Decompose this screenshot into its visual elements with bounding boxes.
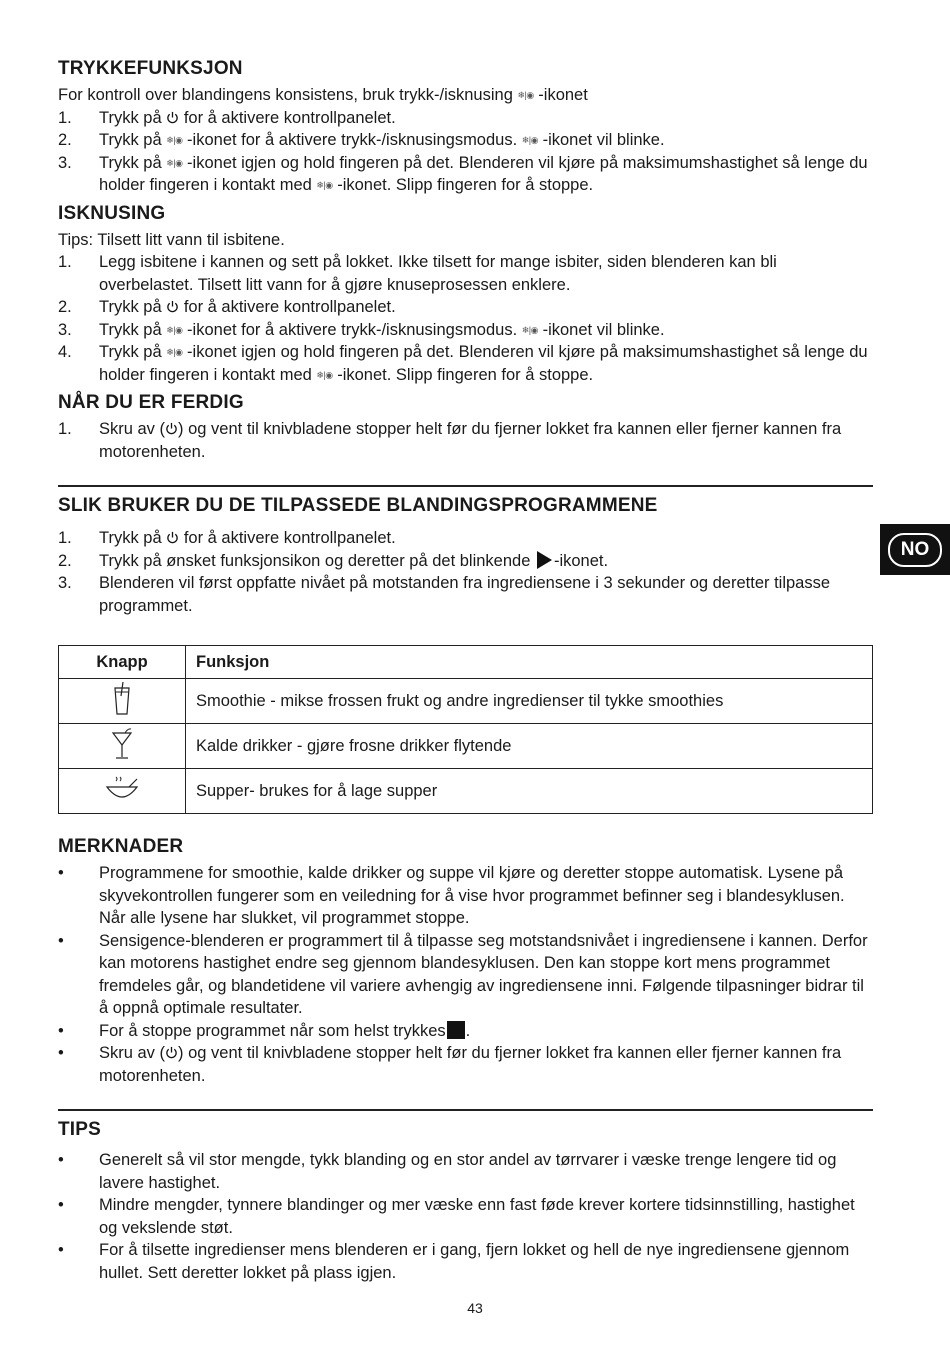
tip-text: Tips: Tilsett litt vann til isbitene. <box>58 230 285 249</box>
section-isknusing <box>58 203 873 387</box>
play-icon <box>537 551 552 569</box>
power-icon <box>165 1046 178 1059</box>
bullet-list <box>58 1149 873 1284</box>
list-item: • Mindre mengder, tynnere blandinger og mer væske enn fast føde krever kortere tidsinnstilling, hastighet og vekslende støt. <box>58 1196 855 1237</box>
list-item: • For å stoppe programmet når som helst trykkes . <box>58 1021 471 1040</box>
table-cell: Smoothie - mikse frossen frukt og andre ingredienser til tykke smoothies <box>186 679 873 724</box>
cocktail-glass-icon <box>111 727 133 761</box>
program-table <box>58 645 873 814</box>
divider <box>58 1109 873 1111</box>
section-ferdig <box>58 392 873 463</box>
step-list <box>58 418 873 463</box>
list-item: • For å tilsette ingredienser mens blenderen er i gang, fjern lokket og hell de nye ingrediensene gjennom hullet. Sett deretter lokket på plass igjen. <box>58 1241 850 1282</box>
section-tips <box>58 1119 873 1284</box>
language-label: NO <box>888 533 942 567</box>
step-list <box>58 107 873 197</box>
list-item: 3. Trykk på ❄|◉ -ikonet for å aktivere trykk-/isknusingsmodus. ❄|◉ -ikonet vil blinke. <box>58 319 873 342</box>
table-header-row <box>59 646 873 679</box>
table-row <box>59 769 873 814</box>
section-title: TRYKKEFUNKSJON <box>58 58 243 79</box>
pulse-crush-icon: ❄|◉ <box>166 157 183 168</box>
section-title: TIPS <box>58 1119 102 1140</box>
section-merknader <box>58 836 873 1087</box>
section-title: MERKNADER <box>58 836 184 857</box>
pulse-crush-icon: ❄|◉ <box>521 324 538 335</box>
list-item: 2. Trykk på ❄|◉ -ikonet for å aktivere trykk-/isknusingsmodus. ❄|◉ -ikonet vil blinke. <box>58 129 873 152</box>
power-icon <box>165 422 178 435</box>
page-number: 43 <box>467 1300 483 1316</box>
list-item: 1. Skru av ( ) og vent til knivbladene stopper helt før du fjerner lokket fra kannen eller fjerner kannen fra motorenheten. <box>58 420 842 461</box>
list-item: 1. Trykk på for å aktivere kontrollpanelet. <box>58 108 396 127</box>
pulse-crush-icon: ❄|◉ <box>316 369 333 380</box>
language-tab <box>880 524 950 575</box>
power-icon <box>166 300 179 313</box>
list-item: • Generelt så vil stor mengde, tykk blanding og en stor andel av tørrvarer i væske trenge lengere tid og lavere hastighet. <box>58 1151 837 1192</box>
list-item: 1. Legg isbitene i kannen og sett på lokket. Ikke tilsett for mange isbiter, siden blenderen kan bli overbelastet. Tilsett litt vann for å gjøre knuseprosessen enklere. <box>58 253 777 294</box>
intro-text: For kontroll over blandingens konsistens, bruk trykk-/isknusing ❄|◉ -ikonet <box>58 84 873 107</box>
column-header: Knapp <box>59 646 186 679</box>
table-cell: Supper- brukes for å lage supper <box>186 769 873 814</box>
table-cell: Kalde drikker - gjøre frosne drikker flytende <box>186 724 873 769</box>
power-icon <box>166 531 179 544</box>
step-list <box>58 251 873 386</box>
pulse-crush-icon: ❄|◉ <box>166 135 183 145</box>
manual-page <box>58 58 873 1290</box>
table-row <box>59 724 873 769</box>
section-title: SLIK BRUKER DU DE TILPASSEDE BLANDINGSPROGRAMMENE <box>58 495 658 516</box>
column-header: Funksjon <box>186 646 873 679</box>
pulse-crush-icon: ❄|◉ <box>166 324 183 335</box>
list-item: 3. Trykk på ❄|◉ -ikonet igjen og hold fingeren på det. Blenderen vil kjøre på maksimumshastighet så lenge du holder fingeren i kontakt med ❄|◉ -ikonet. Slipp fingeren for å stoppe. <box>58 152 873 197</box>
list-item: 4. Trykk på ❄|◉ -ikonet igjen og hold fingeren på det. Blenderen vil kjøre på maksimumshastighet så lenge du holder fingeren i kontakt med ❄|◉ -ikonet. Slipp fingeren for å stoppe. <box>58 341 873 386</box>
divider <box>58 485 873 487</box>
list-item: 2. Trykk på ønsket funksjonsikon og deretter på det blinkende -ikonet. <box>58 551 609 570</box>
pulse-crush-icon: ❄|◉ <box>166 347 183 357</box>
smoothie-glass-icon <box>112 682 132 716</box>
bullet-list <box>58 862 873 1087</box>
power-icon <box>166 111 179 124</box>
list-item: 1. Trykk på for å aktivere kontrollpanelet. <box>58 529 396 547</box>
list-item: • Sensigence-blenderen er programmert til å tilpasse seg motstandsnivået i ingrediensene i kannen. Derfor kan motorens hastighet endre seg gjennom blandesyklusen. Den kan stoppe kort mens programmet fremdeles går, og blandetidene vil variere avhengig av ingrediensene inni. Følgende tilpasninger bidrar til å oppnå optimale resultater. <box>58 931 868 1017</box>
section-programmer <box>58 495 873 617</box>
section-title: ISKNUSING <box>58 202 166 224</box>
section-trykkefunksjon <box>58 58 873 197</box>
list-item: 2. Trykk på for å aktivere kontrollpanelet. <box>58 298 396 316</box>
pulse-crush-icon: ❄|◉ <box>517 90 534 100</box>
list-item: • Programmene for smoothie, kalde drikker og suppe vil kjøre og deretter stoppe automatisk. Lysene på skyvekontrollen fungerer som en veiledning for å vise hvor programmet befinner seg i blandesyklusen. Når alle lysene har slukket, vil programmet stoppe. <box>58 864 845 927</box>
step-list <box>58 527 873 617</box>
soup-bowl-icon <box>105 775 139 803</box>
list-item: • Skru av ( ) og vent til knivbladene stopper helt før du fjerner lokket fra kannen eller fjerner kannen fra motorenheten. <box>58 1044 842 1085</box>
list-item: 3. Blenderen vil først oppfatte nivået på motstanden fra ingrediensene i 3 sekunder og deretter tilpasse programmet. <box>58 574 831 615</box>
pulse-crush-icon: ❄|◉ <box>316 180 333 190</box>
pulse-crush-icon: ❄|◉ <box>521 135 538 145</box>
stop-icon <box>447 1021 465 1039</box>
table-row <box>59 679 873 724</box>
section-title: NÅR DU ER FERDIG <box>58 392 244 413</box>
